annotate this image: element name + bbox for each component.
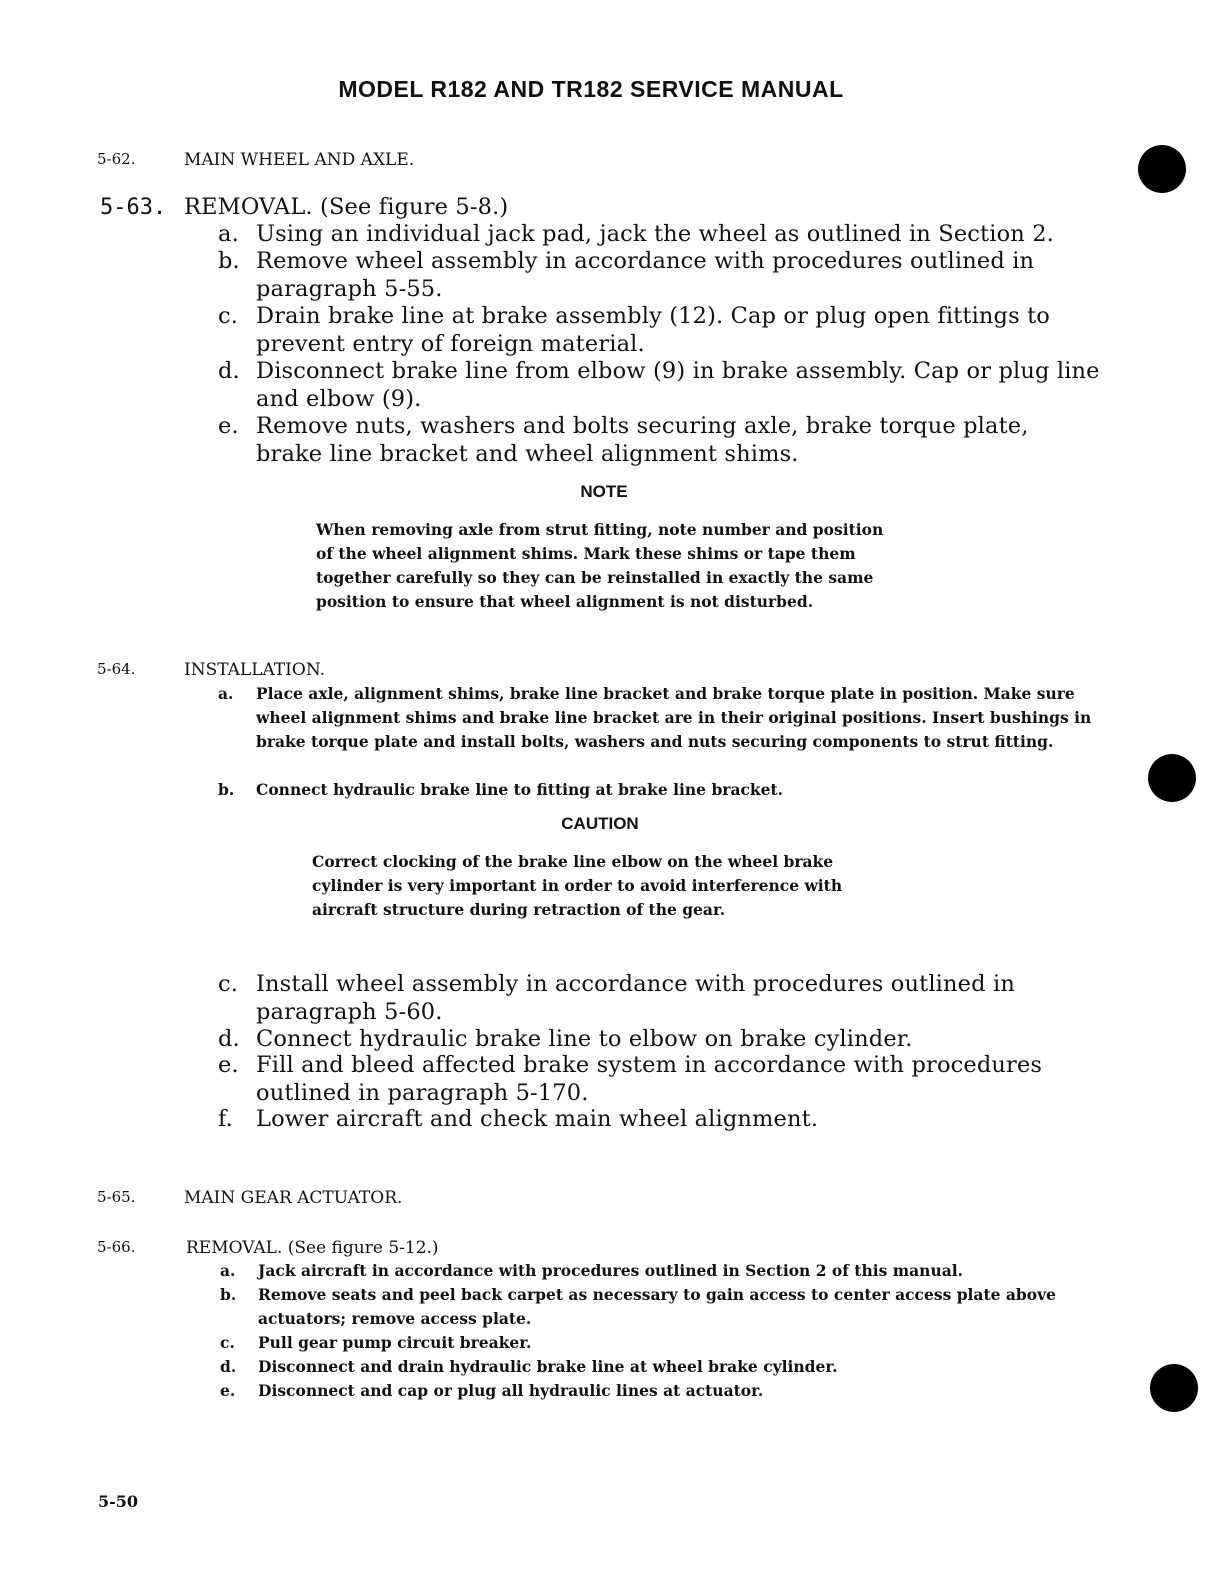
caution-heading: CAUTION	[561, 814, 639, 833]
step-text: Lower aircraft and check main wheel alignment.	[256, 1106, 819, 1132]
section-number-5-66: 5-66.	[97, 1238, 136, 1256]
step-label: c.	[220, 1333, 235, 1352]
note-heading: NOTE	[580, 482, 628, 501]
step-text: Disconnect and drain hydraulic brake line at wheel brake cylinder.	[258, 1357, 838, 1376]
step-label: e.	[220, 1381, 236, 1400]
list-item	[218, 358, 1118, 413]
step-text: Drain brake line at brake assembly (12). Cap or plug open fittings to prevent entry of foreign material.	[256, 303, 1050, 357]
binder-hole	[1138, 145, 1186, 193]
binder-hole	[1150, 1364, 1198, 1412]
list-item	[220, 1355, 1120, 1379]
step-text: Connect hydraulic brake line to fitting at brake line bracket.	[256, 780, 784, 799]
page-number: 5-50	[98, 1492, 139, 1511]
step-label: b.	[218, 780, 235, 799]
list-item	[218, 221, 1118, 249]
step-label: e.	[218, 413, 239, 439]
step-label: e.	[218, 1052, 239, 1078]
caution-text: Correct clocking of the brake line elbow on the wheel brake cylinder is very important in order to avoid interference with aircraft structure during retraction of the gear.	[312, 852, 843, 919]
list-item	[218, 778, 1118, 802]
page-header: MODEL R182 AND TR182 SERVICE MANUAL	[338, 76, 844, 102]
section-title-removal-actuator: REMOVAL. (See figure 5-12.)	[186, 1238, 439, 1258]
step-label: a.	[218, 684, 234, 703]
step-text: Pull gear pump circuit breaker.	[258, 1333, 532, 1352]
step-text: Using an individual jack pad, jack the wheel as outlined in Section 2.	[256, 221, 1054, 247]
list-item	[218, 1106, 1118, 1134]
section-number-5-64: 5-64.	[97, 660, 136, 678]
step-label: f.	[218, 1106, 233, 1132]
step-text: Place axle, alignment shims, brake line bracket and brake torque plate in position. Make sure wheel alignment shims and brake line bracket are in their original positions. Insert bushings in brake torque plate and install bolts, washers and nuts securing components to strut fitting.	[256, 684, 1092, 751]
step-label: d.	[220, 1357, 237, 1376]
step-label: d.	[218, 1026, 240, 1052]
step-label: a.	[218, 221, 239, 247]
note-text: When removing axle from strut fitting, note number and position of the wheel alignment shims. Mark these shims or tape them together carefully so they can be reinstalled in exactly the same position to ensure that wheel alignment is not disturbed.	[316, 520, 884, 611]
list-item	[218, 248, 1118, 303]
section-number-5-62: 5-62.	[97, 150, 136, 168]
list-item	[218, 303, 1118, 358]
section-number-5-65: 5-65.	[97, 1188, 136, 1206]
section-title-installation: INSTALLATION.	[184, 660, 326, 680]
list-item	[218, 682, 1108, 754]
step-label: b.	[220, 1285, 237, 1304]
step-text: Jack aircraft in accordance with procedures outlined in Section 2 of this manual.	[258, 1261, 964, 1280]
section-title-main-wheel-and-axle: MAIN WHEEL AND AXLE.	[184, 150, 415, 170]
step-text: Remove seats and peel back carpet as necessary to gain access to center access plate above actuators; remove access plate.	[258, 1285, 1056, 1328]
step-label: a.	[220, 1261, 236, 1280]
step-label: c.	[218, 971, 239, 997]
step-text: Disconnect and cap or plug all hydraulic lines at actuator.	[258, 1381, 764, 1400]
binder-hole	[1148, 754, 1196, 802]
list-item	[218, 1052, 1118, 1107]
list-item	[218, 413, 1118, 468]
list-item	[220, 1379, 1120, 1403]
step-text: Fill and bleed affected brake system in accordance with procedures outlined in paragraph 5-170.	[256, 1052, 1043, 1106]
list-item	[218, 971, 1128, 1026]
list-item	[220, 1283, 1112, 1331]
step-label: d.	[218, 358, 240, 384]
step-label: b.	[218, 248, 240, 274]
list-item	[220, 1259, 1110, 1283]
section-title-main-gear-actuator: MAIN GEAR ACTUATOR.	[184, 1188, 403, 1208]
step-text: Connect hydraulic brake line to elbow on brake cylinder.	[256, 1026, 913, 1052]
step-label: c.	[218, 303, 239, 329]
step-text: Disconnect brake line from elbow (9) in brake assembly. Cap or plug line and elbow (9).	[256, 358, 1100, 412]
step-text: Remove nuts, washers and bolts securing axle, brake torque plate, brake line bracket and wheel alignment shims.	[256, 413, 1029, 467]
step-text: Remove wheel assembly in accordance with procedures outlined in paragraph 5-55.	[256, 248, 1035, 302]
section-title-removal: REMOVAL. (See figure 5-8.)	[184, 194, 509, 220]
section-number-5-63: 5-63.	[100, 195, 167, 220]
list-item	[218, 1026, 1118, 1054]
list-item	[220, 1331, 1120, 1355]
step-text: Install wheel assembly in accordance with procedures outlined in paragraph 5-60.	[256, 971, 1015, 1025]
